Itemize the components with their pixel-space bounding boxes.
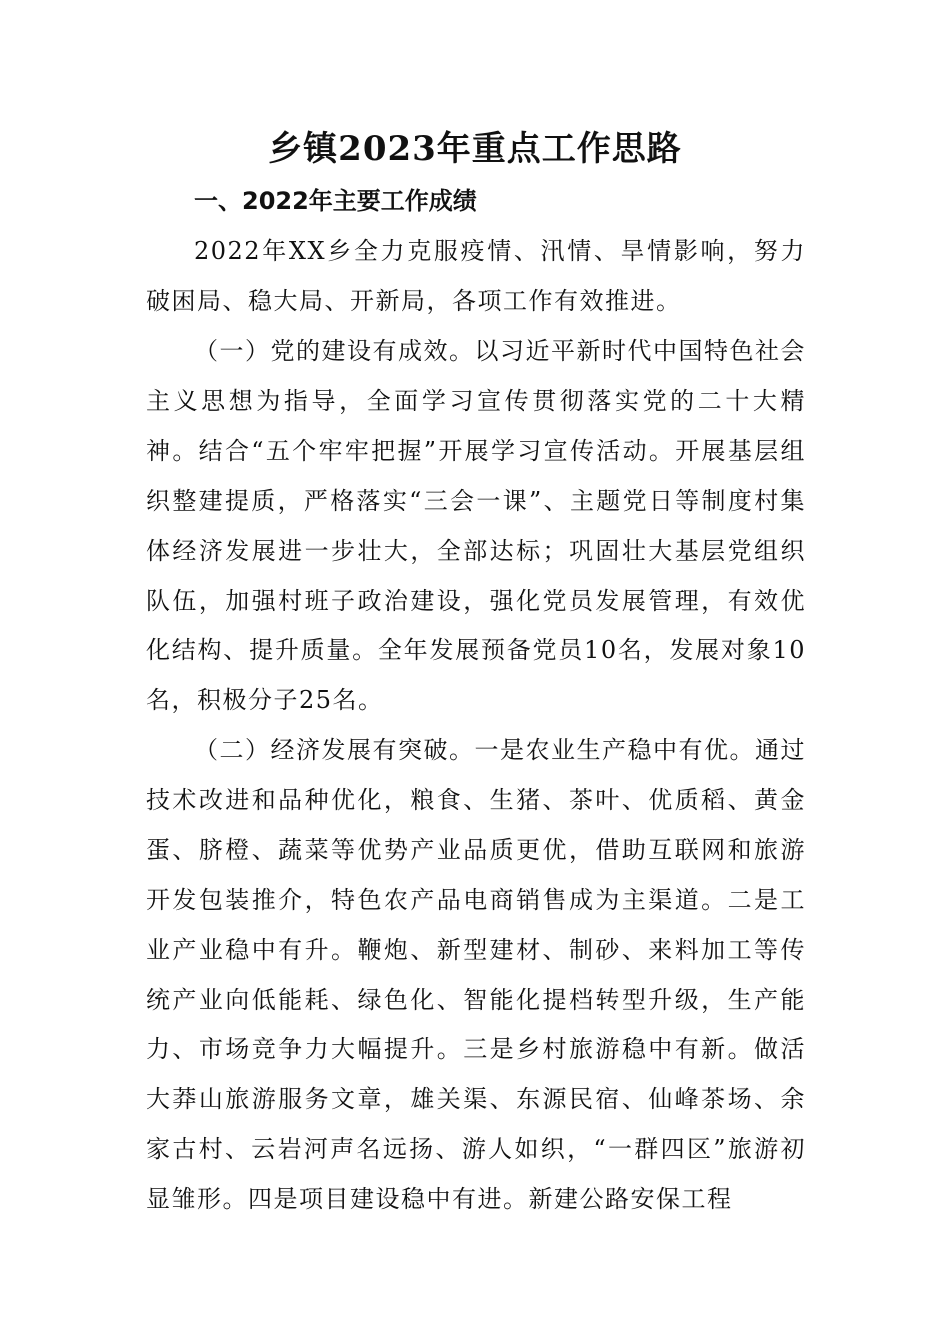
page-title: 乡镇2023年重点工作思路 xyxy=(268,129,682,169)
intro-paragraph: 2022年XX乡全力克服疫情、汛情、旱情影响，努力破困局、稳大局、开新局，各项工作有效推进。 xyxy=(146,237,806,315)
economic-development-paragraph xyxy=(146,726,806,1225)
party-building-paragraph xyxy=(146,327,806,726)
economic-development-lead: （二）经济发展有突破。 xyxy=(194,736,475,764)
economic-development-text: 一是农业生产稳中有优。通过技术改进和品种优化，粮食、生猪、茶叶、优质稻、黄金蛋、脐橙、蔬菜等优势产业品质更优，借助互联网和旅游开发包装推介，特色农产品电商销售成为主渠道。二是工业产业稳中有升。鞭炮、新型建材、制砂、来料加工等传统产业向低能耗、绿色化、智能化提档转型升级，生产能力、市场竞争力大幅提升。三是乡村旅游稳中有新。做活大莽山旅游服务文章，雄关渠、东源民宿、仙峰茶场、余家古村、云岩河声名远扬、游人如织，“一群四区”旅游初显雏形。四是项目建设稳中有进。新建公路安保工程 xyxy=(146,736,806,1214)
section-heading-achievements: 一、2022年主要工作成绩 xyxy=(194,187,477,215)
party-building-text: 以习近平新时代中国特色社会主义思想为指导，全面学习宣传贯彻落实党的二十大精神。结合“五个牢牢把握”开展学习宣传活动。开展基层组织整建提质，严格落实“三会一课”、主题党日等制度村集体经济发展进一步壮大，全部达标；巩固壮大基层党组织队伍，加强村班子政治建设，强化党员发展管理，有效优化结构、提升质量。全年发展预备党员10名，发展对象10名，积极分子25名。 xyxy=(146,337,806,715)
party-building-lead: （一）党的建设有成效。 xyxy=(194,337,475,365)
